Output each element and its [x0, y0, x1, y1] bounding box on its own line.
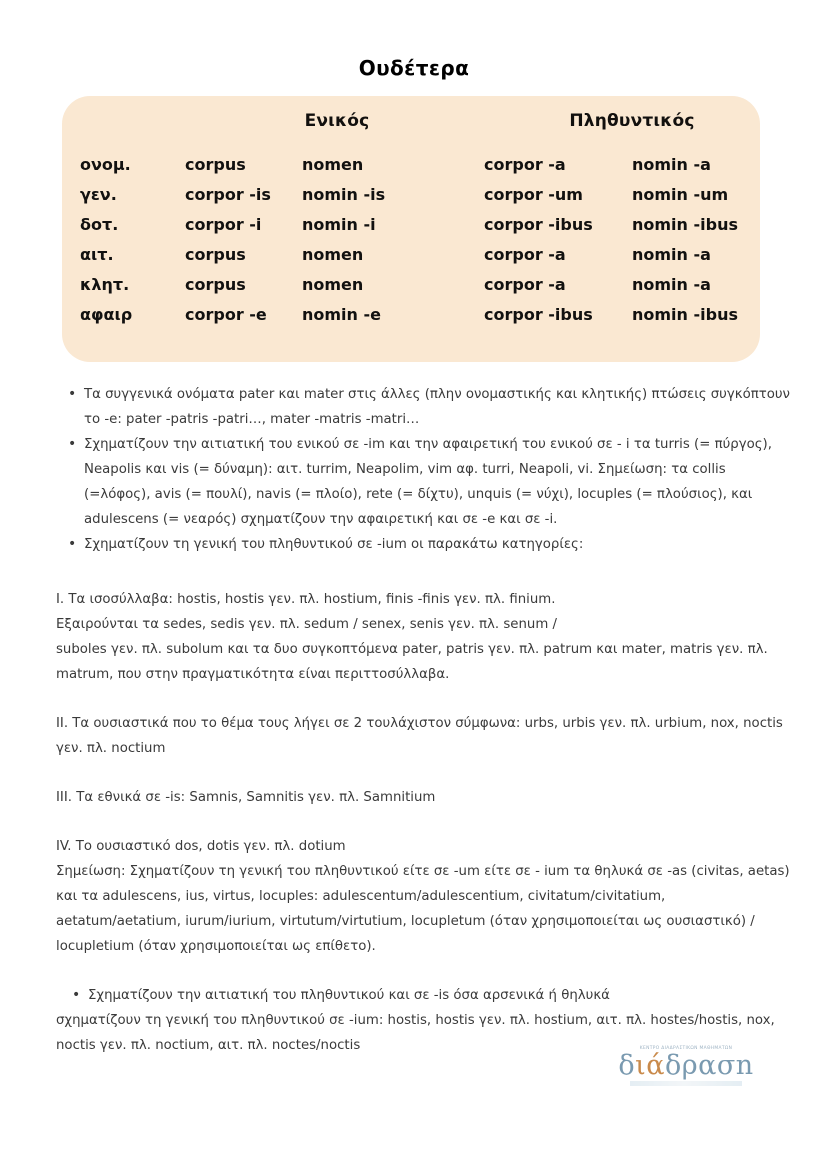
- table-header-row: [62, 111, 760, 139]
- list-item: • Σχηματίζουν την αιτιατική του ενικού σε -im και την αφαιρετική του ενικού σε - i τα turris (= πύργος), Neapolis και vis (= δύναμη): αιτ. turrim, Neapolim, vim αφ. turri, Neapoli, vi. Σημείωση: τα collis (=λόφος), avis (= πουλί), navis (= πλοίο), rete (= δίχτυ), unquis (= νύχι), locuples (= πλούσιος), και adulescens (= νεαρός) σχηματίζουν την αφαιρετική και σε -e και σε -i.: [56, 432, 790, 532]
- list-item: • Σχηματίζουν τη γενική του πληθυντικού σε -ium οι παρακάτω κατηγορίες:: [56, 532, 790, 557]
- section-1-line-3: suboles γεν. πλ. subolum και τα δυο συγκοπτόμενα pater, patris γεν. πλ. patrum και mater, matris γεν. πλ. matrum, που στην πραγματικότητα είναι περιττοσύλλαβα.: [56, 642, 768, 682]
- plural-corpus: corpor -a: [484, 155, 566, 174]
- table-row: [62, 240, 760, 270]
- plural-nomen: nomin -a: [632, 155, 711, 174]
- final-bullet-continuation: σχηματίζουν τη γενική του πληθυντικού σε -ium: hostis, hostis γεν. πλ. hostium, αιτ. πλ. hostes/hostis, nox, noctis γεν. πλ. noctium, αιτ. πλ. noctes/noctis: [56, 1013, 775, 1053]
- plural-nomen: nomin -a: [632, 275, 711, 294]
- spacer: [56, 761, 790, 785]
- spacer: [56, 687, 790, 711]
- singular-nomen: nomen: [302, 155, 364, 174]
- plural-nomen: nomin -ibus: [632, 215, 738, 234]
- column-header-plural: Πληθυντικός: [569, 111, 695, 131]
- singular-corpus: corpor -is: [185, 185, 271, 204]
- singular-nomen: nomin -e: [302, 305, 381, 324]
- logo-part-2: δρασn: [664, 1050, 754, 1081]
- logo-underline: [630, 1081, 742, 1086]
- case-label: αιτ.: [80, 245, 114, 264]
- table-row: [62, 210, 760, 240]
- singular-corpus: corpus: [185, 155, 246, 174]
- section-1-line-2: Εξαιρούνται τα sedes, sedis γεν. πλ. sedum / senex, senis γεν. πλ. senum /: [56, 617, 557, 632]
- plural-nomen: nomin -um: [632, 185, 729, 204]
- section-4-line-1: IV. Το ουσιαστικό dos, dotis γεν. πλ. dotium: [56, 839, 346, 854]
- notes-section: [56, 382, 790, 1058]
- plural-corpus: corpor -um: [484, 185, 583, 204]
- table-row: [62, 300, 760, 330]
- singular-corpus: corpus: [185, 275, 246, 294]
- singular-nomen: nomin -is: [302, 185, 386, 204]
- table-row: [62, 270, 760, 300]
- singular-corpus: corpus: [185, 245, 246, 264]
- logo-tagline: ΚΕΝΤΡΟ ΔΙΑΔΡΑΣΤΙΚΩΝ ΜΑΘΗΜΑΤΩΝ: [639, 1046, 733, 1051]
- plural-corpus: corpor -a: [484, 245, 566, 264]
- case-label: κλητ.: [80, 275, 130, 294]
- column-header-singular: Ενικός: [304, 111, 370, 131]
- section-3-text: III. Τα εθνικά σε -is: Samnis, Samnitis γεν. πλ. Samnitium: [56, 790, 436, 805]
- plural-corpus: corpor -ibus: [484, 215, 593, 234]
- list-item: • Τα συγγενικά ονόματα pater και mater στις άλλες (πλην ονομαστικής και κλητικής) πτώσεις συγκόπτουν το -e: pater -patris -patri…, mater -matris -matri…: [56, 382, 790, 432]
- table-row: [62, 150, 760, 180]
- singular-nomen: nomin -i: [302, 215, 376, 234]
- page-title: Ουδέτερα: [358, 56, 470, 80]
- spacer: [56, 959, 790, 983]
- singular-nomen: nomen: [302, 275, 364, 294]
- plural-corpus: corpor -ibus: [484, 305, 593, 324]
- section-4-note: Σημείωση: Σχηματίζουν τη γενική του πληθυντικού είτε σε -um είτε σε - ium τα θηλυκά σε -as (civitas, aetas) και τα adulescens, ius, virtus, locuples: adulescentum/adulescentium, civitatum/civitatium, aetatum/aetatium, iurum/iurium, virtutum/virtutium, locupletum (όταν χρησιμοποιείται ως ουσιαστικό) / locupletium (όταν χρησιμοποιείται ως επίθετο).: [56, 864, 790, 954]
- final-bullet: • Σχηματίζουν την αιτιατική του πληθυντικού και σε -is όσα αρσενικά ή θηλυκά: [56, 983, 790, 1008]
- case-label: αφαιρ: [80, 305, 133, 324]
- table-row: [62, 180, 760, 210]
- rules-bullet-list: [56, 382, 790, 557]
- plural-corpus: corpor -a: [484, 275, 566, 294]
- singular-nomen: nomen: [302, 245, 364, 264]
- logo-wordmark: [612, 1052, 760, 1079]
- singular-corpus: corpor -i: [185, 215, 262, 234]
- section-2-text: II. Τα ουσιαστικά που το θέμα τους λήγει σε 2 τουλάχιστον σύμφωνα: urbs, urbis γεν. πλ. urbium, nox, noctis γεν. πλ. noctium: [56, 716, 783, 756]
- plural-nomen: nomin -a: [632, 245, 711, 264]
- case-label: γεν.: [80, 185, 117, 204]
- section-1-line-1: I. Τα ισοσύλλαβα: hostis, hostis γεν. πλ. hostium, finis -finis γεν. πλ. finium.: [56, 592, 556, 607]
- table-body: [62, 150, 760, 330]
- logo-accent: ιά: [635, 1050, 665, 1081]
- case-label: ονομ.: [80, 155, 131, 174]
- spacer: [56, 557, 790, 587]
- publisher-logo: [612, 1046, 760, 1104]
- singular-corpus: corpor -e: [185, 305, 267, 324]
- spacer: [56, 810, 790, 834]
- logo-part-1: δ: [618, 1050, 636, 1081]
- plural-nomen: nomin -ibus: [632, 305, 738, 324]
- declension-table: [62, 96, 760, 362]
- case-label: δοτ.: [80, 215, 119, 234]
